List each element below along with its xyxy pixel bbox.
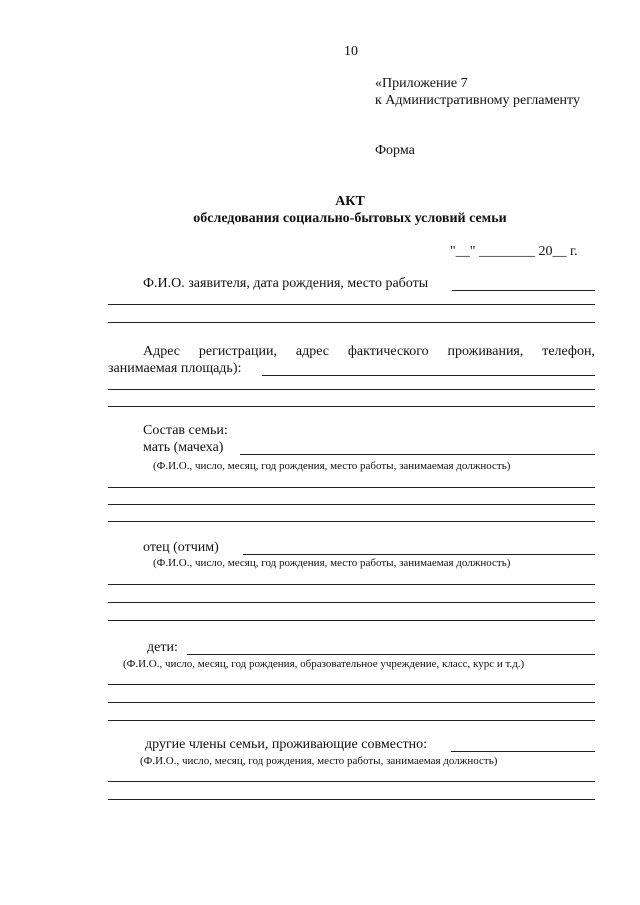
father-hint: (Ф.И.О., число, месяц, год рождения, место работы, занимаемая должность) [153,557,511,569]
appendix-line-2: к Административному регламенту [375,93,580,108]
father-inline-field[interactable] [243,554,595,555]
date-day-blank[interactable]: __ [455,244,470,259]
date-open-quote: " [450,244,456,259]
applicant-inline-field[interactable] [452,290,595,291]
form-label: Форма [375,143,415,158]
address-field-line[interactable] [108,406,595,407]
others-label: другие члены семьи, проживающие совместно: [145,737,427,752]
others-field-line[interactable] [108,799,595,800]
address-word: Адрес [143,344,181,359]
father-field-line[interactable] [108,602,595,603]
mother-label: мать (мачеха) [143,440,224,455]
address-label-line-1 [143,344,595,360]
act-title: АКТ [335,194,365,209]
father-field-line[interactable] [108,620,595,621]
address-word: адрес [295,344,329,359]
children-field-line[interactable] [108,702,595,703]
family-heading: Состав семьи: [143,423,228,438]
address-inline-field[interactable] [262,375,595,376]
children-inline-field[interactable] [187,654,595,655]
address-word: проживания, [447,344,524,359]
date-suffix: г. [569,244,578,259]
address-field-line[interactable] [108,389,595,390]
mother-inline-field[interactable] [240,454,595,455]
mother-field-line[interactable] [108,521,595,522]
address-word: фактического [347,344,429,359]
act-subtitle: обследования социально-бытовых условий семьи [193,211,507,226]
date-year-prefix: 20 [538,244,553,259]
children-field-line[interactable] [108,720,595,721]
date-year-blank[interactable]: __ [552,244,567,259]
father-field-line[interactable] [108,584,595,585]
date-line [450,244,578,260]
date-month-blank[interactable]: ________ [478,244,535,259]
others-field-line[interactable] [108,781,595,782]
page-number: 10 [344,44,358,59]
mother-field-line[interactable] [108,487,595,488]
father-label: отец (отчим) [143,540,219,555]
children-hint: (Ф.И.О., число, месяц, год рождения, образовательное учреждение, класс, курс и т.д.) [123,658,525,670]
appendix-line-1: «Приложение 7 [375,76,468,91]
applicant-field-line[interactable] [108,322,595,323]
date-close-quote: " [469,244,476,259]
address-label-line-2: занимаемая площадь): [108,361,242,376]
applicant-label: Ф.И.О. заявителя, дата рождения, место работы [143,276,429,291]
others-hint: (Ф.И.О., число, месяц, год рождения, место работы, занимаемая должность) [140,755,498,767]
children-label: дети: [147,640,178,655]
mother-hint: (Ф.И.О., число, месяц, год рождения, место работы, занимаемая должность) [153,460,511,472]
others-inline-field[interactable] [451,751,595,752]
applicant-field-line[interactable] [108,304,595,305]
address-word: регистрации, [198,344,278,359]
address-word: телефон, [542,344,595,359]
children-field-line[interactable] [108,684,595,685]
mother-field-line[interactable] [108,504,595,505]
